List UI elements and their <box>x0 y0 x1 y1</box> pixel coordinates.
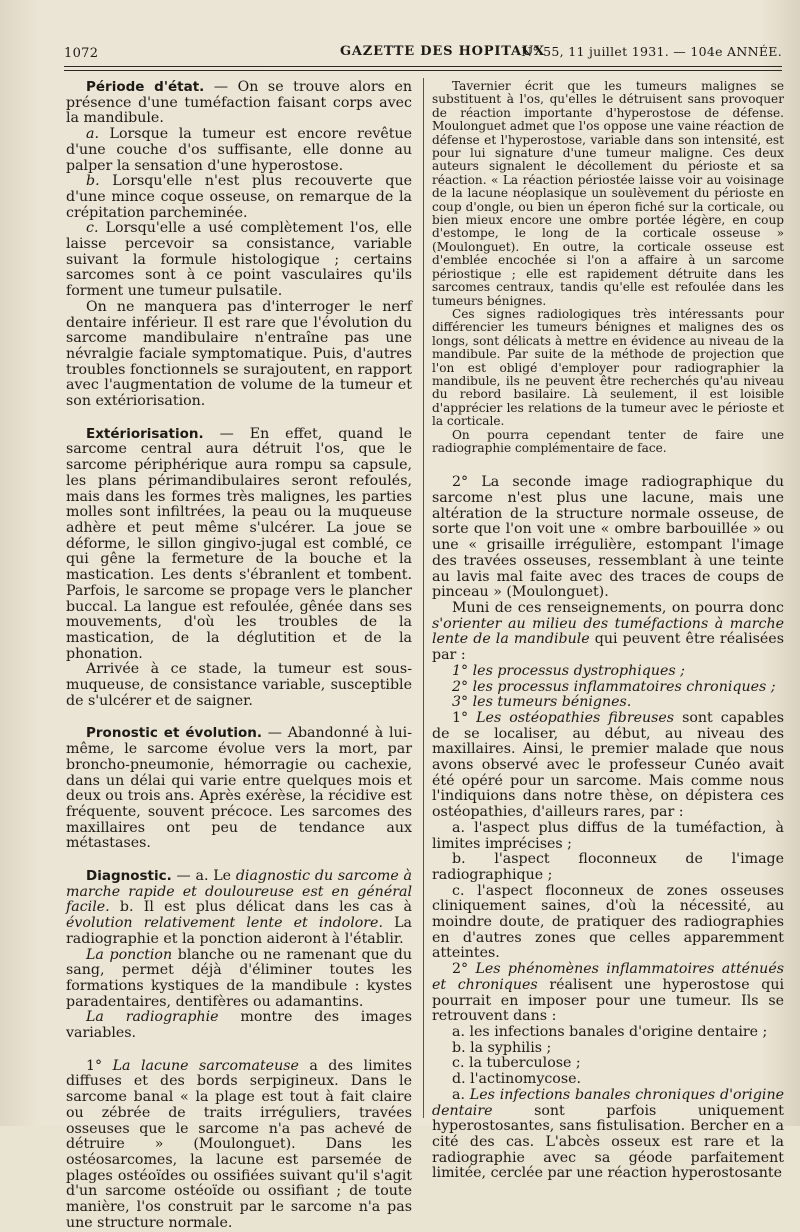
paragraph-periode: Période d'état. — On se trouve alors en présence d'une tuméfaction faisant corps avec la mandibule. <box>66 79 412 127</box>
list-item: c. la tuberculose ; <box>452 1055 581 1072</box>
paragraph-infections: a. Les infections banales chroniques d'origine dentaire sont parfois uniquement hyperostosantes, sans fistulisation. Bercher en a cité des cas. L'abcès osseux est rare et la radiographie avec sa géode parfaitement limitée, cerclée par une réaction hyperostosante <box>432 1086 784 1182</box>
paragraph-ponction: La ponction blanche ou ne ramenant que du sang, permet déjà d'éliminer toutes les formations kystiques de la mandibule : kystes paradentaires, dentifères ou adamantins. <box>66 946 412 1010</box>
section-heading-diagnostic: Diagnostic. <box>86 868 172 885</box>
paragraph-pourra: On pourra cependant tenter de faire une radiographie complémentaire de face. <box>432 427 784 455</box>
header-rule-thin <box>64 70 782 71</box>
section-heading-exteriorisation: Extériorisation. <box>86 425 204 442</box>
right-column <box>432 80 784 1182</box>
header-rule <box>64 66 782 67</box>
paragraph-muni: Muni de ces renseignements, on pourra donc s'orienter au milieu des tuméfactions à marche lente de la mandibule qui peuvent être réalisées par : <box>432 600 784 664</box>
paragraph-lacune: 1° La lacune sarcomateuse a des limites diffuses et des bords serpigineux. Dans le sarcome banal « la plage est tout à fait claire ou zébrée de traits irréguliers, travées osseuses que le sarcome n'a pas achevé de détruire » (Moulonguet). Dans les ostéosarcomes, la lacune est parsemée de plages ostéoïdes ou ossifiées suivant qu'il s'agit d'un sarcome ostéoïde ou ossifiant ; de toute manière, l'os construit par le sarcome n'a pas une structure normale. <box>66 1057 412 1231</box>
journal-title: GAZETTE DES HOPITAUX <box>340 44 545 59</box>
paragraph-signes: Ces signes radiologiques très intéressants pour différencier les tumeurs bénignes et malignes des os longs, sont délicats à mettre en évidence au niveau de la mandibule. Par suite de la méthode de projection que l'on est obligé d'employer pour radiographier la mandibule, ils ne peuvent être recherchés qu'au niveau du rebord basilaire. Là seulement, il est loisible d'apprécier les relations de la tumeur avec le périoste et la corticale. <box>432 306 784 429</box>
running-header <box>64 40 782 64</box>
paragraph-pronostic: Pronostic et évolution. — Abandonné à lui-même, le sarcome évolue vers la mort, par broncho-pneumonie, hémorragie ou cachexie, dans un délai qui varie entre quelques mois et deux ou trois ans. Après exérèse, la récidive est fréquente, souvent précoce. Les sarcomes des maxillaires ont peu de tendance aux métastases. <box>66 725 412 852</box>
small-print-block <box>432 80 784 455</box>
column-divider <box>423 78 424 1118</box>
paragraph-a: a. Lorsque la tumeur est encore revêtue d'une couche d'os suffisante, elle donne au palper la sensation d'une hyperostose. <box>66 126 412 174</box>
paragraph-radiographie: La radiographie montre des images variables. <box>66 1009 412 1042</box>
list-item: 1° les processus dystrophiques ; <box>452 662 685 679</box>
list-item: 3° les tumeurs bénignes. <box>452 694 632 711</box>
paragraph-seconde: 2° La seconde image radiographique du sarcome n'est plus une lacune, mais une altération de la structure normale osseuse, de sorte que l'on voit une « ombre barbouillée » ou une « grisaille irrégulière, estompant l'image des travées osseuses, ressemblant à une teinte au lavis mal faite avec des traces de coups de pinceau » (Moulonguet). <box>432 474 784 601</box>
paragraph-arrivee: Arrivée à ce stade, la tumeur est sous-muqueuse, de consistance variable, susceptible de s'ulcérer et de saigner. <box>66 661 412 709</box>
large-print-block <box>432 475 784 1182</box>
paragraph-nerf: On ne manquera pas d'interroger le nerf dentaire inférieur. Il est rare que l'évolution du sarcome mandibulaire n'entraîne pas une névralgie faciale symptomatique. Puis, d'autres troubles fonctionnels se surajoutent, en rapport avec l'augmentation de volume de la tumeur et son extériorisation. <box>66 298 412 410</box>
paragraph-osteopathies: 1° Les ostéopathies fibreuses sont capables de se localiser, au début, au niveau des maxillaires. Ainsi, le premier malade que nous avons observé avec le professeur Cunéo avait été opéré pour un sarcome. Mais comme nous l'indiquions dans notre thèse, on dépistera ces ostéopathies, d'ailleurs rares, par : <box>432 709 784 821</box>
left-column <box>66 80 412 1232</box>
list-item: d. l'actinomycose. <box>452 1071 582 1088</box>
section-heading-pronostic: Pronostic et évolution. <box>86 725 262 742</box>
issue-info: N° 55, 11 juillet 1931. — 104e ANNÉE. <box>521 44 782 59</box>
paragraph-c: c. Lorsqu'elle a usé complètement l'os, elle laisse percevoir sa consistance, variable suivant la formule histologique ; certains sarcomes sont à ce point vasculaires qu'ils forment une tumeur pulsatile. <box>66 220 412 300</box>
list-item: c. l'aspect floconneux de zones osseuses cliniquement saines, d'où la nécessité, au moindre doute, de pratiquer des radiographies en d'autres zones que celles apparemment atteintes. <box>432 882 784 962</box>
paragraph-diagnostic: Diagnostic. — a. Le diagnostic du sarcome à marche rapide et douloureuse est en général facile. b. Il est plus délicat dans les cas à évolution relativement lente et indolore. La radiographie et la ponction aideront à l'établir. <box>66 868 412 947</box>
list-item: b. l'aspect floconneux de l'image radiographique ; <box>432 851 784 883</box>
section-heading-periode: Période d'état. <box>86 79 205 95</box>
paragraph-phenomenes: 2° Les phénomènes inflammatoires atténués et chroniques réalisent une hyperostose qui pourrait en imposer pour une tumeur. Ils se retrouvent dans : <box>432 961 784 1025</box>
list-item: 2° les processus inflammatoires chroniques ; <box>452 678 776 695</box>
list-item: b. la syphilis ; <box>452 1039 552 1056</box>
paragraph-exteriorisation: Extériorisation. — En effet, quand le sarcome central aura détruit l'os, que le sarcome périphérique aura rompu sa capsule, les plans périmandibulaires seront refoulés, mais dans les formes très malignes, les parties molles sont infiltrées, la peau ou la muqueuse adhère et peut même s'ulcérer. La joue se déforme, le sillon gingivo-jugal est comblé, ce qui gêne la fermeture de la bouche et la mastication. Les dents s'ébranlent et tombent. Parfois, le sarcome se propage vers le plancher buccal. La langue est refoulée, gênée dans ses mouvements, d'où les troubles de la mastication, de la déglutition et de la phonation. <box>66 425 412 662</box>
paragraph-b: b. Lorsqu'elle n'est plus recouverte que d'une mince coque osseuse, on remarque de la crépitation parcheminée. <box>66 173 412 221</box>
list-item: a. l'aspect plus diffus de la tuméfaction, à limites imprécises ; <box>432 819 784 852</box>
paragraph-tavernier: Tavernier écrit que les tumeurs malignes se substituent à l'os, qu'elles le détruisent sans provoquer de réaction importante d'hyperostose de défense. Moulonguet admet que l'os oppose une vaine réaction de défense et l'hyperostose, variable dans son intensité, est pour lui signature d'une tumeur maligne. Ces deux auteurs signalent le décollement du périoste et sa réaction. « La réaction périostée laisse voir au voisinage de la lacune néoplasique un soulèvement du périoste en coup d'ongle, ou bien un éperon fiché sur la corticale, ou bien mieux encore une ombre portée légère, en coup d'estompe, le long de la corticale osseuse » (Moulonguet). En outre, la corticale osseuse est d'emblée encochée si l'on a affaire à un sarcome périostique ; elle est rapidement détruite dans les sarcomes centraux, tandis qu'elle est refoulée dans les tumeurs bénignes. <box>432 79 784 308</box>
page-number: 1072 <box>64 46 99 61</box>
list-item: a. les infections banales d'origine dentaire ; <box>452 1023 768 1040</box>
